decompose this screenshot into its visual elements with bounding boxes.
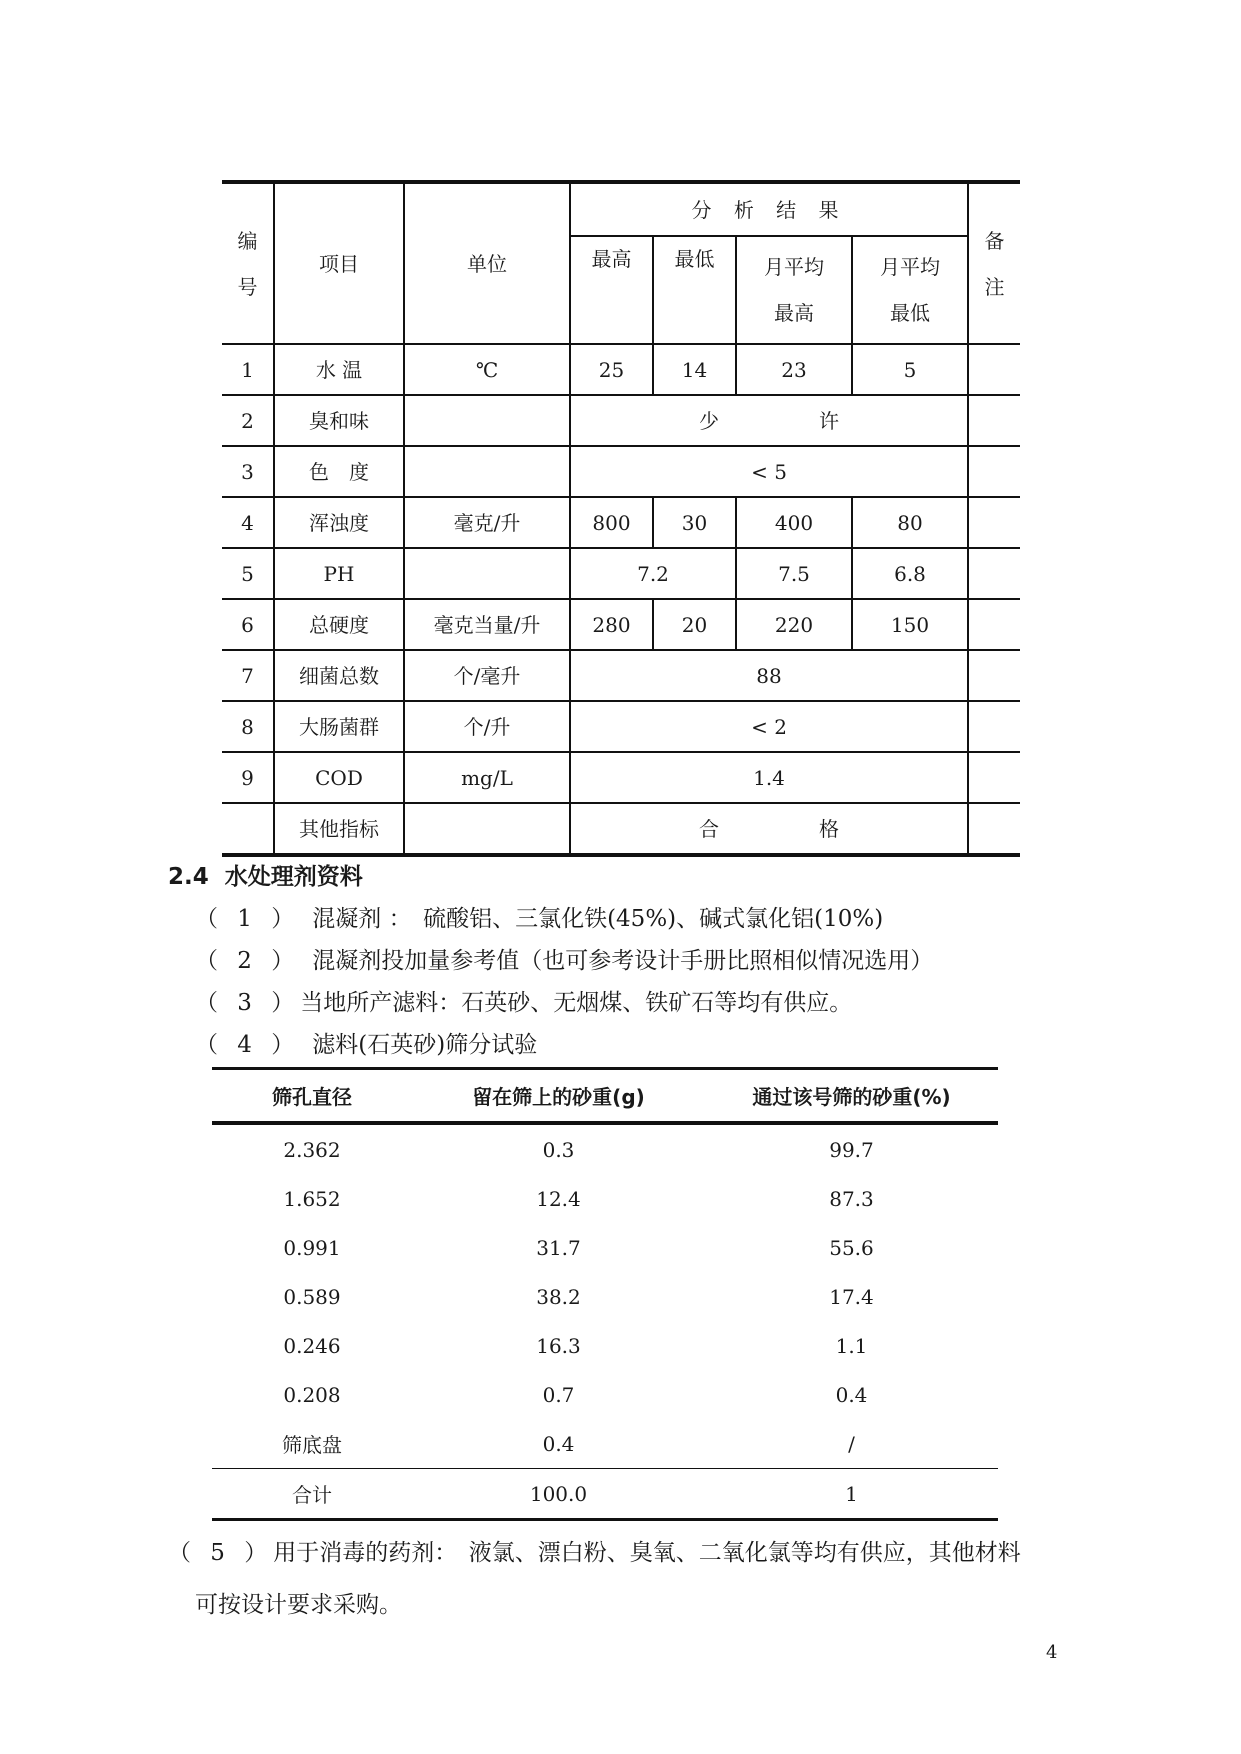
- row-item: 其他指标: [274, 803, 404, 855]
- row-item: 水 温: [274, 344, 404, 395]
- row-number: 6: [222, 599, 274, 650]
- header-unit: 单位: [404, 182, 570, 344]
- row-merged-value: 合 格: [570, 803, 968, 855]
- row-item: 总硬度: [274, 599, 404, 650]
- header-sieve-diameter: 筛孔直径: [212, 1069, 412, 1124]
- row-unit: [404, 548, 570, 599]
- header-month-avg-min: 月平均 最低: [852, 236, 968, 344]
- water-quality-table: [222, 180, 1020, 857]
- list-text: 当地所产滤料：石英砂、无烟煤、铁矿石等均有供应。: [300, 990, 853, 1016]
- row-avg-min: 6.8: [852, 548, 968, 599]
- sieve-table: [212, 1067, 998, 1521]
- row-merged-value: 88: [570, 650, 968, 701]
- table-row: [222, 701, 1020, 752]
- row-unit: [404, 803, 570, 855]
- header-number: 编 号: [222, 182, 274, 344]
- row-number: [222, 803, 274, 855]
- row-remark: [968, 344, 1020, 395]
- row-number: 2: [222, 395, 274, 446]
- row-avg-min: 150: [852, 599, 968, 650]
- list-text: 滤料(石英砂)筛分试验: [312, 1032, 538, 1058]
- list-item: [195, 984, 852, 1017]
- row-number: 5: [222, 548, 274, 599]
- row-min: 20: [653, 599, 736, 650]
- section-number: 2.4: [168, 864, 209, 890]
- row-max: 280: [570, 599, 653, 650]
- header-remark: 备 注: [968, 182, 1020, 344]
- row-merged-value: 1.4: [570, 752, 968, 803]
- table-row: 0.589 38.2 17.4: [283, 1284, 874, 1309]
- row-item: 色 度: [274, 446, 404, 497]
- row-remark: [968, 599, 1020, 650]
- row-remark: [968, 395, 1020, 446]
- list-marker: （ 5 ）: [168, 1540, 274, 1566]
- row-max-min: 7.2: [570, 548, 736, 599]
- row-item: COD: [274, 752, 404, 803]
- list-text: 混凝剂投加量参考值（也可参考设计手册比照相似情况选用）: [312, 948, 934, 974]
- table-row: [222, 497, 1020, 548]
- total-row: 合计 100.0 1: [212, 1469, 998, 1520]
- row-merged-value: < 5: [570, 446, 968, 497]
- list-item: [195, 1026, 537, 1059]
- table-row: [222, 548, 1020, 599]
- row-item: 浑浊度: [274, 497, 404, 548]
- row-merged-value: 少 许: [570, 395, 968, 446]
- list-marker: （ 3 ）: [195, 990, 301, 1016]
- row-item: PH: [274, 548, 404, 599]
- table-row: [222, 344, 1020, 395]
- row-unit: 个/升: [404, 701, 570, 752]
- list-text: 混凝剂 ： 硫酸铝、三氯化铁(45%)、碱式氯化铝(10%): [312, 906, 884, 932]
- table-row: [222, 752, 1020, 803]
- list-item: [195, 900, 883, 933]
- row-item: 臭和味: [274, 395, 404, 446]
- row-avg-max: 220: [736, 599, 852, 650]
- header-passing-percent: 通过该号筛的砂重(%): [705, 1069, 998, 1124]
- list-marker: （ 4 ）: [195, 1032, 301, 1058]
- row-unit: ℃: [404, 344, 570, 395]
- row-number: 7: [222, 650, 274, 701]
- table-row: 2.362 0.3 99.7: [283, 1137, 874, 1162]
- table-row: 0.208 0.7 0.4: [283, 1382, 868, 1407]
- row-avg-max: 23: [736, 344, 852, 395]
- list-marker: （ 2 ）: [195, 948, 301, 974]
- row-max: 800: [570, 497, 653, 548]
- row-remark: [968, 446, 1020, 497]
- header-max: 最高: [570, 236, 653, 344]
- header-min: 最低: [653, 236, 736, 344]
- row-max: 25: [570, 344, 653, 395]
- row-avg-max: 7.5: [736, 548, 852, 599]
- row-unit: [404, 395, 570, 446]
- table-row: [222, 803, 1020, 855]
- row-merged-value: < 2: [570, 701, 968, 752]
- row-number: 3: [222, 446, 274, 497]
- table-row: 0.991 31.7 55.6: [283, 1235, 874, 1260]
- row-unit: 个/毫升: [404, 650, 570, 701]
- table-row: [222, 650, 1020, 701]
- row-item: 大肠菌群: [274, 701, 404, 752]
- row-number: 1: [222, 344, 274, 395]
- header-retained-weight: 留在筛上的砂重(g): [412, 1069, 705, 1124]
- table-row: [222, 599, 1020, 650]
- row-remark: [968, 803, 1020, 855]
- section-title-text: 水处理剂资料: [224, 864, 363, 890]
- row-remark: [968, 548, 1020, 599]
- row-number: 8: [222, 701, 274, 752]
- row-unit: [404, 446, 570, 497]
- header-analysis-result: 分 析 结 果: [570, 182, 968, 236]
- row-remark: [968, 650, 1020, 701]
- table-row: 0.246 16.3 1.1: [283, 1333, 868, 1358]
- row-avg-min: 5: [852, 344, 968, 395]
- table-row: [222, 395, 1020, 446]
- header-item: 项目: [274, 182, 404, 344]
- row-remark: [968, 497, 1020, 548]
- section-title: [168, 858, 363, 891]
- row-item: 细菌总数: [274, 650, 404, 701]
- row-min: 30: [653, 497, 736, 548]
- row-avg-max: 400: [736, 497, 852, 548]
- row-unit: 毫克当量/升: [404, 599, 570, 650]
- list-item: [195, 942, 933, 975]
- paragraph-line: 用于消毒的药剂： 液氯、漂白粉、臭氧、二氧化氯等均有供应，其他材料: [273, 1540, 1021, 1566]
- list-marker: （ 1 ）: [195, 906, 301, 932]
- row-remark: [968, 752, 1020, 803]
- paragraph-line: 可按设计要求采购。: [195, 1592, 402, 1618]
- row-min: 14: [653, 344, 736, 395]
- row-unit: mg/L: [404, 752, 570, 803]
- table-row: 1.652 12.4 87.3: [283, 1186, 874, 1211]
- disinfectant-paragraph: [168, 1527, 1088, 1631]
- row-unit: 毫克/升: [404, 497, 570, 548]
- row-number: 4: [222, 497, 274, 548]
- row-avg-min: 80: [852, 497, 968, 548]
- table-row: [222, 446, 1020, 497]
- row-remark: [968, 701, 1020, 752]
- row-number: 9: [222, 752, 274, 803]
- table-row: 筛底盘 0.4 /: [282, 1431, 855, 1457]
- header-month-avg-max: 月平均 最高: [736, 236, 852, 344]
- page-number: 4: [1046, 1642, 1058, 1663]
